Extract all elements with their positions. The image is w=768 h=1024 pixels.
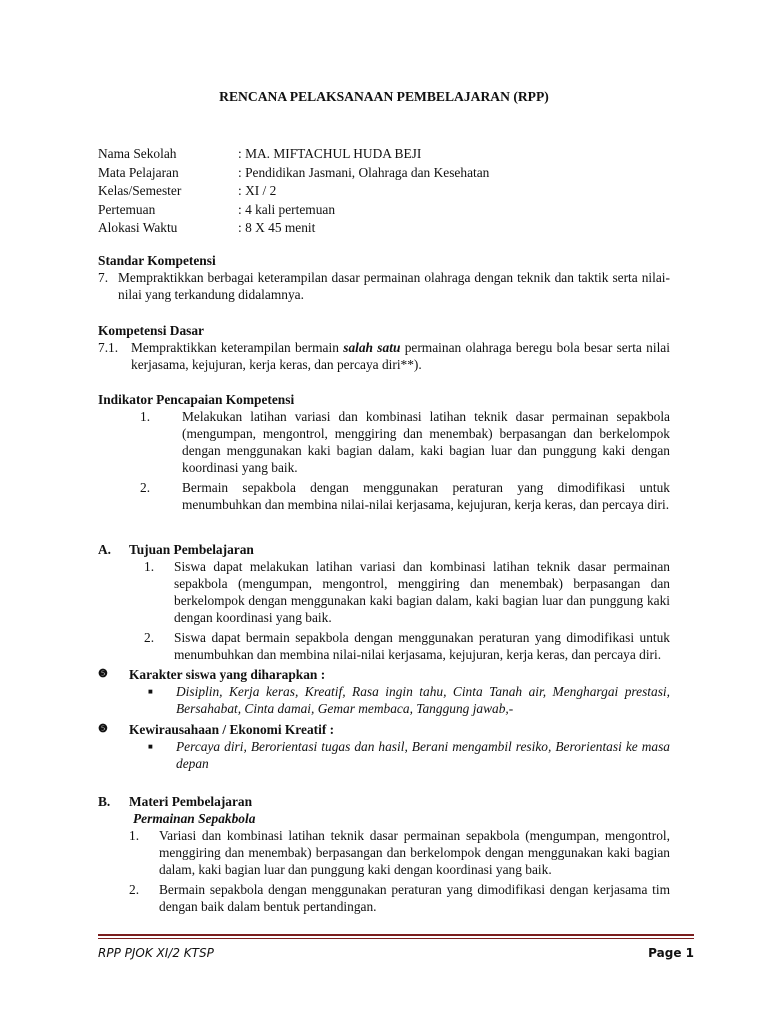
item-text xyxy=(131,339,670,373)
identity-value: : Pendidikan Jasmani, Olahraga dan Kesehatan xyxy=(238,164,490,180)
item-number: 1. xyxy=(140,409,151,424)
kewirausahaan-text: Percaya diri, Berorientasi tugas dan hasil, Berani mengambil resiko, Berorientasi ke masa depan xyxy=(176,739,670,771)
karakter-heading xyxy=(98,666,670,683)
kewirausahaan-values xyxy=(144,738,670,772)
item-number: 1. xyxy=(144,559,155,574)
list-item xyxy=(98,827,670,878)
kewirausahaan-title: Kewirausahaan / Ekonomi Kreatif : xyxy=(129,722,335,737)
item-number: 2. xyxy=(129,882,140,897)
identity-table xyxy=(98,145,489,238)
item-number: 7.1. xyxy=(98,340,119,355)
section-heading: Kompetensi Dasar xyxy=(98,323,205,338)
materi-section xyxy=(98,793,670,915)
indikator-section xyxy=(98,391,670,513)
kompetensi-item xyxy=(98,339,670,373)
square-bullet-icon: ■ xyxy=(148,742,153,751)
footer-rule xyxy=(98,934,694,939)
section-heading: Indikator Pencapaian Kompetensi xyxy=(98,392,295,407)
materi-subheading: Permainan Sepakbola xyxy=(133,811,256,826)
section-heading: Standar Kompetensi xyxy=(98,253,216,268)
tujuan-section xyxy=(98,541,670,772)
karakter-values xyxy=(144,683,670,717)
list-item xyxy=(98,408,670,476)
footer-doc-label: RPP PJOK XI/2 KTSP xyxy=(98,946,214,960)
item-number: 7. xyxy=(98,270,109,285)
list-item xyxy=(98,881,670,915)
identity-label: Pertemuan xyxy=(98,201,156,217)
identity-row xyxy=(98,219,489,238)
item-text: Bermain sepakbola dengan menggunakan peraturan yang dimodifikasi dengan kerjasama tim dengan baik dalam bentuk pertandingan. xyxy=(159,882,670,914)
item-number: 1. xyxy=(129,828,140,843)
section-letter: A. xyxy=(98,542,112,557)
identity-row xyxy=(98,201,489,220)
identity-label: Nama Sekolah xyxy=(98,146,177,161)
text-after: permainan olahraga beregu bola besar serta nilai kerjasama, kejujuran, kerja keras, dan percaya diri**). xyxy=(131,340,670,372)
section-heading xyxy=(98,793,670,810)
item-text: Siswa dapat melakukan latihan variasi dan kombinasi latihan teknik dasar permainan sepakbola (mengumpan, mengontrol, menggiring dan menembak) berpasangan dan berkelompok dengan menggunakan kaki bagian dalam, kaki bagian luar dan punggung kaki dengan koordinasi yang baik. xyxy=(174,559,670,625)
standar-item xyxy=(98,269,670,303)
square-bullet-icon: ■ xyxy=(148,687,153,696)
page-footer xyxy=(98,945,694,962)
item-number: 2. xyxy=(144,630,155,645)
numbered-bullet-icon: ❺ xyxy=(98,668,108,680)
standar-kompetensi-section xyxy=(98,252,670,303)
item-text: Bermain sepakbola dengan menggunakan peraturan yang dimodifikasi untuk menumbuhkan dan membina nilai-nilai kerjasama, kejujuran, kerja keras, dan percaya diri. xyxy=(182,480,670,512)
footer-rule-thin xyxy=(98,938,694,939)
identity-value: : XI / 2 xyxy=(238,183,277,198)
karakter-text: Disiplin, Kerja keras, Kreatif, Rasa ingin tahu, Cinta Tanah air, Menghargai prestasi, Bersahabat, Cinta damai, Gemar membaca, Tanggung jawab,- xyxy=(176,684,670,716)
kewirausahaan-heading xyxy=(98,721,670,738)
item-text: Mempraktikkan berbagai keterampilan dasar permainan olahraga dengan teknik dan taktik serta nilai-nilai yang terkandung didalamnya. xyxy=(118,270,670,302)
karakter-title: Karakter siswa yang diharapkan : xyxy=(129,667,326,682)
item-text: Variasi dan kombinasi latihan teknik dasar permainan sepakbola (mengumpan, mengontrol, menggiring dan menembak) berpasangan dan berkelompok dengan menggunakan kaki bagian dalam, kaki bagian luar dan punggung kaki dengan koordinasi yang baik. xyxy=(159,828,670,877)
item-number: 2. xyxy=(140,480,151,495)
section-title: Tujuan Pembelajaran xyxy=(129,542,254,557)
document-title: RENCANA PELAKSANAAN PEMBELAJARAN (RPP) xyxy=(219,89,549,104)
identity-label: Alokasi Waktu xyxy=(98,220,178,235)
emphasis-text: salah satu xyxy=(343,340,401,355)
identity-row xyxy=(98,164,489,183)
page-number: Page 1 xyxy=(648,946,694,960)
identity-value: : MA. MIFTACHUL HUDA BEJI xyxy=(238,146,422,161)
numbered-bullet-icon: ❺ xyxy=(98,723,108,735)
item-text: Siswa dapat bermain sepakbola dengan menggunakan peraturan yang dimodifikasi untuk menumbuhkan dan membina nilai-nilai kerjasama, kejujuran, kerja keras, dan percaya diri. xyxy=(174,630,670,662)
identity-row xyxy=(98,182,489,201)
kompetensi-dasar-section xyxy=(98,322,670,373)
list-item xyxy=(98,479,670,513)
identity-label: Kelas/Semester xyxy=(98,183,182,198)
identity-value: : 4 kali pertemuan xyxy=(238,201,336,217)
list-item xyxy=(98,558,670,626)
section-letter: B. xyxy=(98,794,111,809)
identity-label: Mata Pelajaran xyxy=(98,164,179,180)
section-title: Materi Pembelajaran xyxy=(129,794,253,809)
identity-row xyxy=(98,145,489,164)
footer-rule-thick xyxy=(98,934,694,936)
item-text: Melakukan latihan variasi dan kombinasi latihan teknik dasar permainan sepakbola (mengumpan, mengontrol, menggiring dan menembak) berpasangan dan berkelompok dengan menggunakan kaki bagian dalam, kaki bagian luar dan punggung kaki dengan koordinasi yang baik. xyxy=(182,409,670,475)
text-before: Mempraktikkan keterampilan bermain xyxy=(131,340,339,355)
list-item xyxy=(98,629,670,663)
identity-value: : 8 X 45 menit xyxy=(238,220,316,235)
section-heading xyxy=(98,541,670,558)
